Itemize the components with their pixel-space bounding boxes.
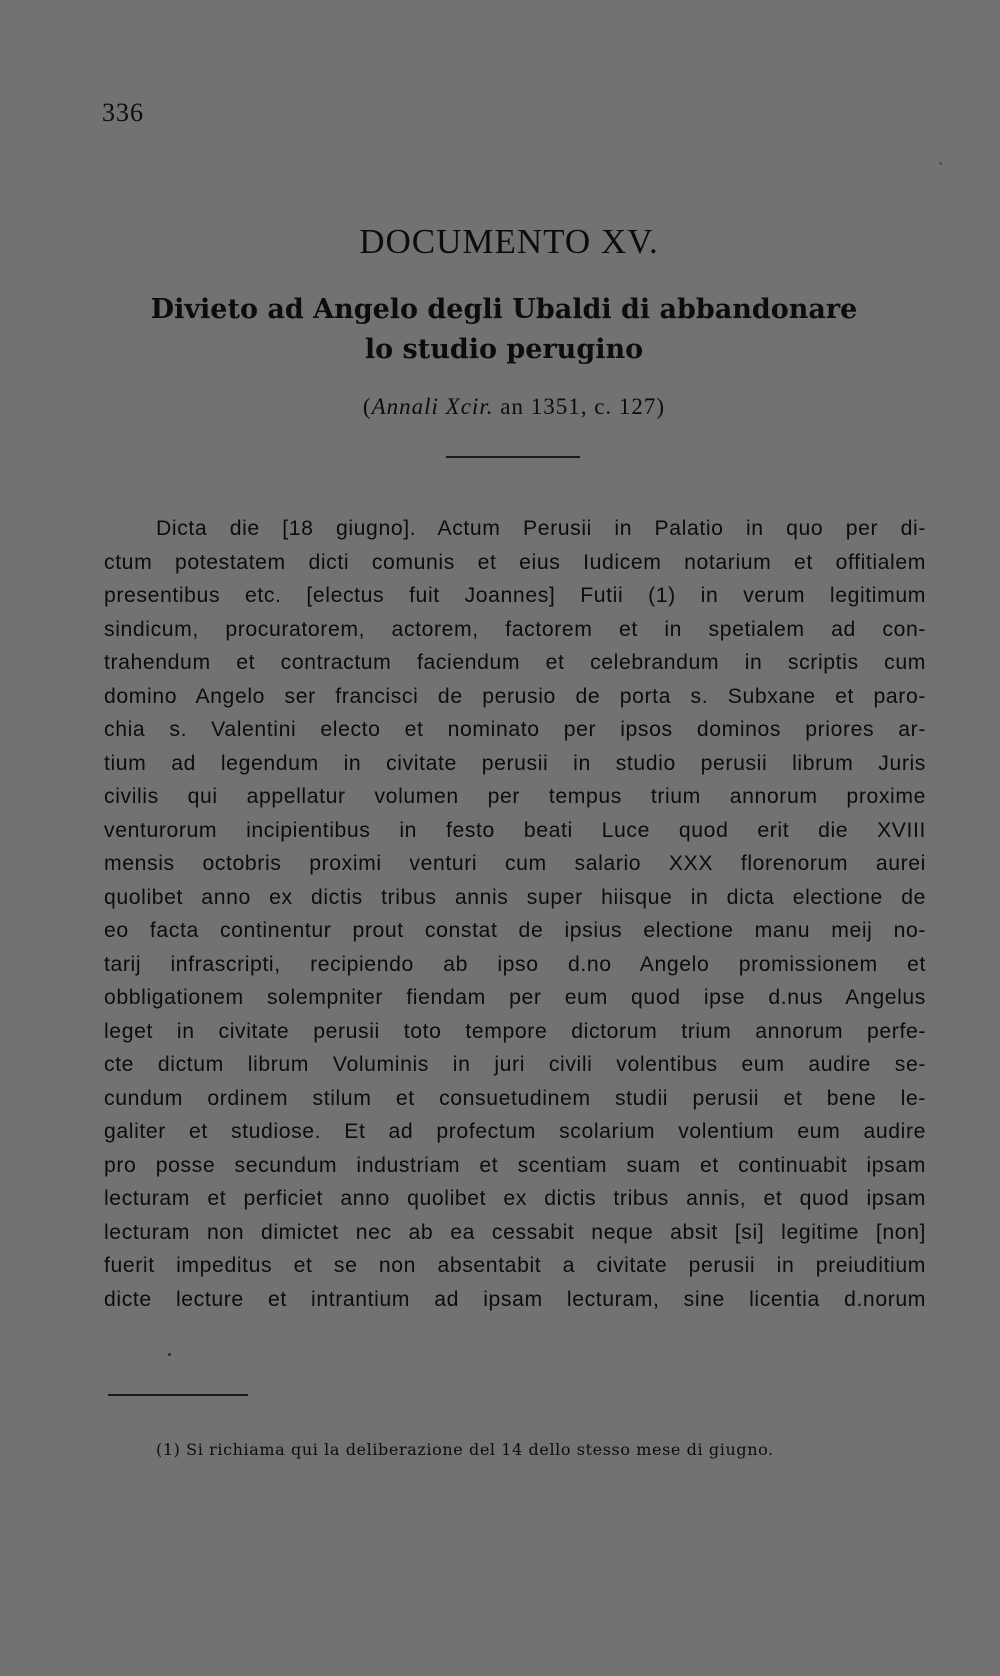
body-line: venturorum incipientibus in festo beati Luce quod erit die XVIII	[104, 818, 926, 842]
footnote-divider	[108, 1394, 248, 1396]
body-line: galiter et studiose. Et ad profectum scolarium volentium eum audire	[104, 1120, 926, 1143]
heading-line: Divieto ad Angelo degli Ubaldi di abbandonare	[150, 294, 858, 325]
print-speck	[939, 162, 942, 165]
title-divider	[446, 456, 580, 458]
body-line: mensis octobris proximi venturi cum salario XXX florenorum aurei	[104, 852, 926, 875]
page-number: 336	[102, 98, 144, 127]
body-line: chia s. Valentini electo et nominato per ipsos dominos priores ar-	[104, 718, 926, 741]
body-line: trahendum et contractum faciendum et celebrandum in scriptis cum	[104, 651, 926, 674]
body-line: dicte lecture et intrantium ad ipsam lecturam, sine licentia d.norum	[104, 1287, 926, 1311]
body-line: pro posse secundum industriam et scentiam suam et continuabit ipsam	[104, 1153, 926, 1177]
body-line: tarij infrascripti, recipiendo ab ipso d.no Angelo promissionem et	[104, 952, 926, 976]
source-details: an 1351, c. 127)	[493, 394, 666, 419]
body-line: quolibet anno ex dictis tribus annis super hiisque in dicta electione de	[104, 885, 926, 909]
source-open-paren: (	[362, 394, 372, 419]
body-line: Dicta die [18 giugno]. Actum Perusii in Palatio in quo per di-	[156, 517, 926, 540]
body-line: leget in civitate perusii toto tempore dictorum trium annorum perfe-	[104, 1019, 926, 1043]
body-line: domino Angelo ser francisci de perusio de porta s. Subxane et paro-	[104, 684, 926, 708]
body-line: obbligationem solempniter fiendam per eum quod ipse d.nus Angelus	[104, 986, 926, 1009]
document-body	[104, 512, 926, 1316]
body-line: fuerit impeditus et se non absentabit a civitate perusii in preiuditium	[104, 1254, 926, 1277]
heading-line: lo studio perugino	[364, 334, 644, 365]
body-line: cundum ordinem stilum et consuetudinem studii perusii et bene le-	[104, 1086, 926, 1110]
footnote: (1) Si richiama qui la deliberazione del 14 dello stesso mese di giugno.	[156, 1440, 774, 1459]
body-line: eo facta continentur prout constat de ipsius electione manu meij no-	[104, 919, 926, 942]
body-line: civilis qui appellatur volumen per tempus trium annorum proxime	[104, 785, 926, 808]
source-archive-name: Annali Xcir.	[371, 394, 494, 419]
document-title: DOCUMENTO XV.	[359, 222, 659, 261]
body-line: lecturam et perficiet anno quolibet ex dictis tribus annis, et quod ipsam	[104, 1187, 926, 1210]
source-reference	[0, 394, 1000, 420]
body-line: cte dictum librum Voluminis in juri civili volentibus eum audire se-	[104, 1053, 926, 1076]
body-line: sindicum, procuratorem, actorem, factorem et in spetialem ad con-	[104, 617, 926, 641]
body-line: presentibus etc. [electus fuit Joannes] Futii (1) in verum legitimum	[104, 584, 926, 607]
body-line: tium ad legendum in civitate perusii in studio perusii librum Juris	[104, 751, 926, 775]
body-line: lecturam non dimictet nec ab ea cessabit neque absit [si] legitime [non]	[104, 1220, 926, 1244]
print-speck	[168, 1353, 171, 1356]
body-line: ctum potestatem dicti comunis et eius Iudicem notarium et offitialem	[104, 550, 926, 574]
document-heading	[0, 290, 1000, 370]
